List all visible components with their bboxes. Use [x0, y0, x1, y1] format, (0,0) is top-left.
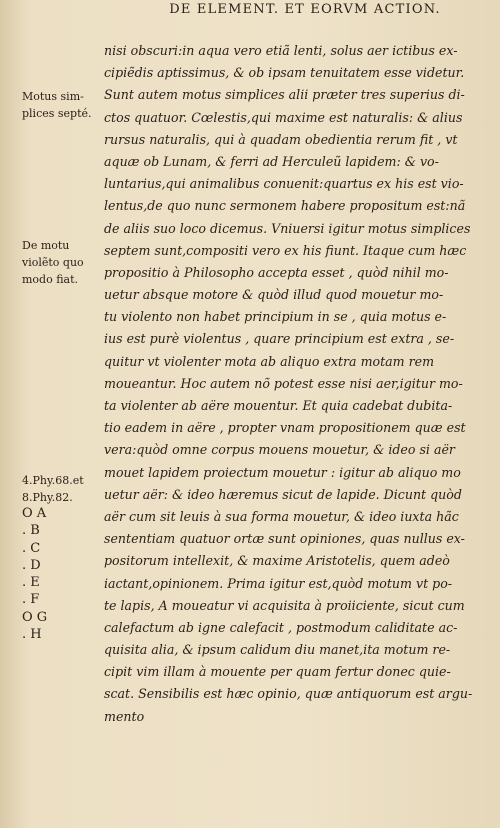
text-line: mouet lapidem proiectum mouetur : igitur ab aliquo mo — [104, 464, 461, 480]
margin-letter: . B — [22, 523, 40, 539]
margin-note-line: violẽto quo — [22, 256, 84, 269]
margin-note-physics-reference — [22, 472, 106, 506]
text-line: moueantur. Hoc autem nõ potest esse nisi aer,igitur mo- — [104, 375, 463, 391]
text-line: propositio à Philosopho accepta esset , quòd nihil mo- — [104, 264, 449, 280]
text-line: iactant,opinionem. Prima igitur est,quòd motum vt po- — [104, 575, 453, 591]
text-line: aquæ ob Lunam, & ferri ad Herculeũ lapidem: & vo- — [104, 153, 439, 169]
running-header: DE ELEMENT. ET EORVM ACTION. — [169, 2, 441, 17]
text-line: scat. Sensibilis est hæc opinio, quæ antiquorum est argu- — [104, 686, 473, 702]
text-line: rursus naturalis, qui à quadam obedientia rerum fit , vt — [104, 131, 458, 147]
text-line: te lapis, A moueatur vi acquisita à proiiciente, sicut cum — [104, 597, 465, 613]
text-line: nisi obscuri:in aqua vero etiã lenti, solus aer ictibus ex- — [104, 43, 458, 58]
margin-letter: . E — [22, 575, 40, 591]
text-line: tu violento non habet principium in se , quia motus e- — [104, 309, 447, 325]
margin-note-line: 4.Phy.68.et — [22, 474, 84, 487]
margin-note-line: modo fiat. — [22, 273, 79, 286]
margin-letter: O G — [22, 609, 48, 625]
margin-note-line: De motu — [22, 239, 70, 252]
margin-letter: . F — [22, 592, 40, 608]
text-line: mento — [104, 708, 145, 724]
text-line: septem sunt,compositi vero ex his fiunt. Itaque cum hæc — [104, 242, 467, 258]
text-line: cipiẽdis aptissimus, & ob ipsam tenuitatem esse videtur. — [104, 65, 465, 81]
text-line: tio eadem in aëre , propter vnam propositionem quæ est — [104, 420, 466, 436]
text-line: quitur vt violenter mota ab aliquo extra motam rem — [104, 353, 435, 369]
text-line: uetur aër: & ideo hæremus sicut de lapide. Dicunt quòd — [104, 486, 462, 502]
text-line: quisita alia, & ipsum calidum diu manet,ita motum re- — [104, 642, 451, 658]
text-line: sententiam quatuor ortæ sunt opiniones, quas nullus ex- — [104, 531, 465, 547]
text-line: ius est purè violentus , quare principium est extra , se- — [104, 331, 455, 347]
text-line: cipit vim illam à mouente per quam fertur donec quie- — [104, 664, 451, 680]
text-line: Sunt autem motus simplices alii præter tres superius di- — [104, 87, 465, 103]
text-line: positorum intellexit, & maxime Aristotelis, quem adeò — [104, 553, 450, 569]
margin-note-motus-simplices — [22, 88, 106, 122]
text-line: ta violenter ab aëre mouentur. Et quia cadebat dubita- — [104, 398, 453, 413]
margin-letter: . D — [22, 557, 41, 573]
margin-letter-list — [22, 505, 62, 643]
margin-letter: O A — [22, 506, 47, 521]
text-line: uetur absque motore & quòd illud quod mouetur mo- — [104, 287, 444, 303]
margin-note-line: Motus sim- — [22, 90, 84, 103]
text-line: vera:quòd omne corpus mouens mouetur, & ideo si aër — [104, 442, 455, 458]
margin-note-line: 8.Phy.82. — [22, 491, 73, 504]
main-text-block — [104, 40, 488, 728]
margin-letter: . H — [22, 627, 42, 643]
text-line: ctos quatuor. Cœlestis,qui maxime est naturalis: & alius — [104, 109, 463, 125]
text-line: de aliis suo loco dicemus. Vniuersi igitur motus simplices — [104, 220, 471, 236]
margin-note-line: plices septé. — [22, 107, 92, 120]
text-line: aër cum sit leuis à sua forma mouetur, & ideo iuxta hãc — [104, 508, 459, 524]
text-line: calefactum ab igne calefacit , postmodum caliditate ac- — [104, 619, 458, 635]
margin-letter: . C — [22, 540, 41, 556]
text-line: lentus,de quo nunc sermonem habere propositum est:nã — [104, 198, 466, 214]
margin-note-de-motu-violento — [22, 237, 106, 288]
text-line: luntarius,qui animalibus conuenit:quartus ex his est vio- — [104, 176, 464, 192]
